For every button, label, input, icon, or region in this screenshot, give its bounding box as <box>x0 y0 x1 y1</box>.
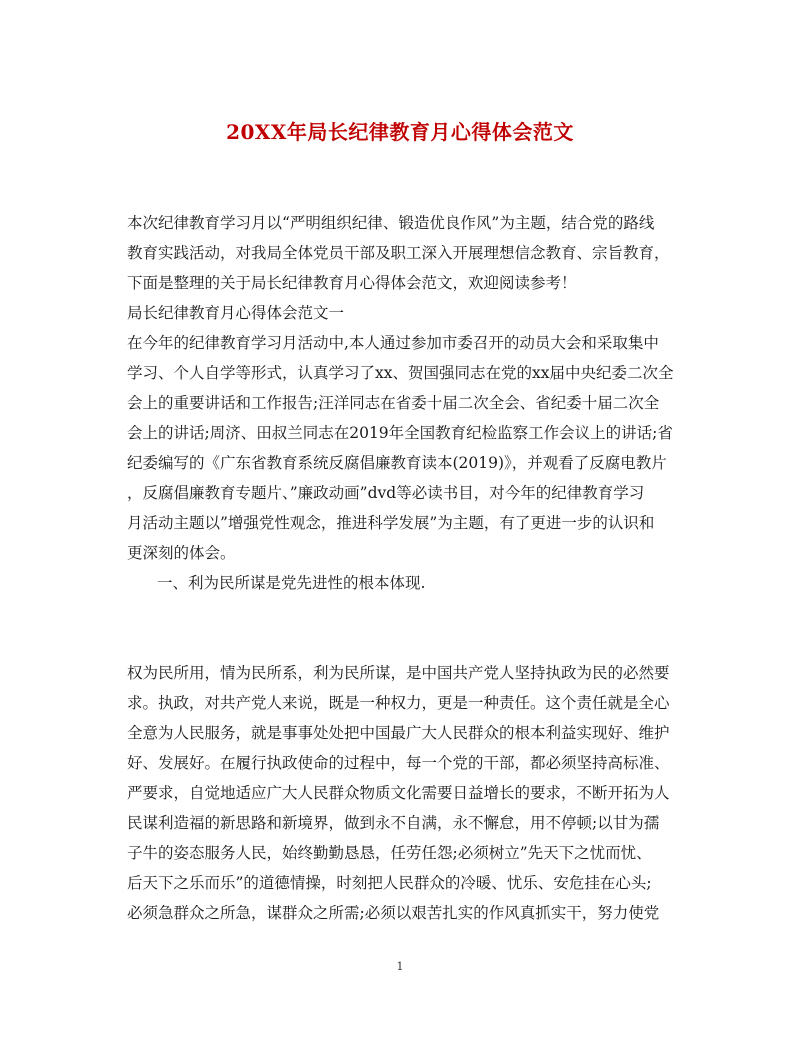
paragraph-line: 好、发展好。在履行执政使命的过程中，每一个党的干部，都必须坚持高标准、 <box>127 754 670 772</box>
paragraph-line: 月活动主题以”增强党性观念，推进科学发展”为主题，有了更进一步的认识和 <box>127 514 655 532</box>
intro-line: 本次纪律教育学习月以“严明组织纪律、锻造优良作风”为主题，结合党的路线 <box>127 214 655 232</box>
paragraph-line: 子牛的姿态服务人民，始终勤勤恳恳，任劳任怨;必须树立”先天下之忧而忧、 <box>127 844 652 862</box>
page-number: 1 <box>396 960 404 973</box>
paragraph-spacer <box>127 598 675 658</box>
paragraph-line: 民谋利造福的新思路和新境界，做到永不自满，永不懈怠，用不停顿;以甘为孺 <box>127 814 660 832</box>
intro-line: 下面是整理的关于局长纪律教育月心得体会范文，欢迎阅读参考！ <box>127 274 577 292</box>
paragraph-line: 在今年的纪律教育学习月活动中,本人通过参加市委召开的动员大会和采取集中 <box>127 334 659 352</box>
paragraph-line: 更深刻的体会。 <box>127 544 236 562</box>
paragraph-line: 后天下之乐而乐”的道德情操，时刻把人民群众的冷暖、忧乐、安危挂在心头; <box>127 874 652 892</box>
intro-line: 教育实践活动，对我局全体党员干部及职工深入开展理想信念教育、宗旨教育， <box>127 244 670 262</box>
paragraph-line: 全意为人民服务，就是事事处处把中国最广大人民群众的根本利益实现好、维护 <box>127 724 670 742</box>
paragraph-line: 学习、个人自学等形式，认真学习了xx、贺国强同志在党的xx届中央纪委二次全 <box>127 364 674 382</box>
paragraph-line: 会上的重要讲话和工作报告;汪洋同志在省委十届二次全会、省纪委十届二次全 <box>127 394 660 412</box>
paragraph-line: 会上的讲话;周济、田叔兰同志在2019年全国教育纪检监察工作会议上的讲话;省 <box>127 424 673 442</box>
paragraph-line: 求。执政，对共产党人来说，既是一种权力，更是一种责任。这个责任就是全心 <box>127 694 670 712</box>
document-title: 20XX年局长纪律教育月心得体会范文 <box>226 120 574 144</box>
paragraph-line: ，反腐倡廉教育专题片、”廉政动画”dvd等必读书目，对今年的纪律教育学习 <box>127 484 645 502</box>
paragraph-line: 权为民所用，情为民所系，利为民所谋，是中国共产党人坚持执政为民的必然要 <box>127 664 670 682</box>
section-heading: 局长纪律教育月心得体会范文一 <box>127 304 345 322</box>
paragraph-line: 严要求，自觉地适应广大人民群众物质文化需要日益增长的要求，不断开拓为人 <box>127 784 670 802</box>
paragraph-line: 纪委编写的《广东省教育系统反腐倡廉教育读本(2019)》，并观看了反腐电教片 <box>127 454 667 472</box>
document-body <box>127 208 675 928</box>
paragraph-line: 必须急群众之所急，谋群众之所需;必须以艰苦扎实的作风真抓实干，努力使党 <box>127 904 660 922</box>
subheading: 一、利为民所谋是党先进性的根本体现. <box>157 574 426 592</box>
